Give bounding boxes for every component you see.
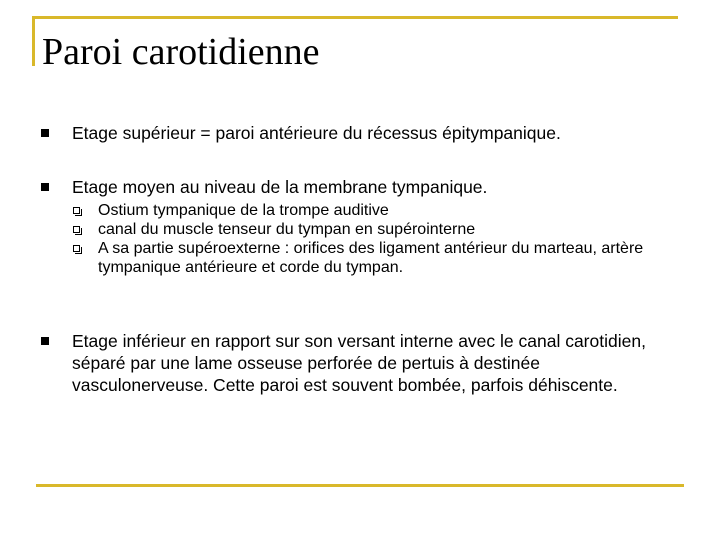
title-frame-top-rule xyxy=(32,16,678,19)
sub-bullet-item xyxy=(72,201,658,220)
title-frame-left-rule xyxy=(32,16,35,66)
sub-bullet-text: Ostium tympanique de la trompe auditive xyxy=(98,202,389,219)
hollow-square-bullet-icon xyxy=(73,226,80,233)
hollow-square-bullet-icon xyxy=(73,207,80,214)
bullet-item-etage-inferieur xyxy=(40,330,660,396)
bullet-item-etage-moyen xyxy=(40,176,658,277)
footer-rule xyxy=(36,484,684,487)
sub-bullet-item xyxy=(72,220,658,239)
square-bullet-icon xyxy=(41,129,49,137)
square-bullet-icon xyxy=(41,337,49,345)
square-bullet-icon xyxy=(41,183,49,191)
sub-bullet-text: A sa partie supéroexterne : orifices des ligament antérieur du marteau, artère tympanique antérieure et corde du tympan. xyxy=(98,240,644,276)
bullet-text: Etage inférieur en rapport sur son versant interne avec le canal carotidien, séparé par une lame osseuse perforée de pertuis à destinée vasculonerveuse. Cette paroi est souvent bombée, parfois déhiscente. xyxy=(72,331,646,395)
bullet-text: Etage moyen au niveau de la membrane tympanique. xyxy=(72,177,488,197)
hollow-square-bullet-icon xyxy=(73,245,80,252)
slide-title: Paroi carotidienne xyxy=(42,31,320,73)
sub-bullet-text: canal du muscle tenseur du tympan en supérointerne xyxy=(98,221,476,238)
sub-bullet-item xyxy=(72,239,658,277)
bullet-text: Etage supérieur = paroi antérieure du récessus épitympanique. xyxy=(72,123,561,143)
bullet-item-etage-superieur xyxy=(40,122,561,144)
sub-bullet-list xyxy=(72,201,658,277)
